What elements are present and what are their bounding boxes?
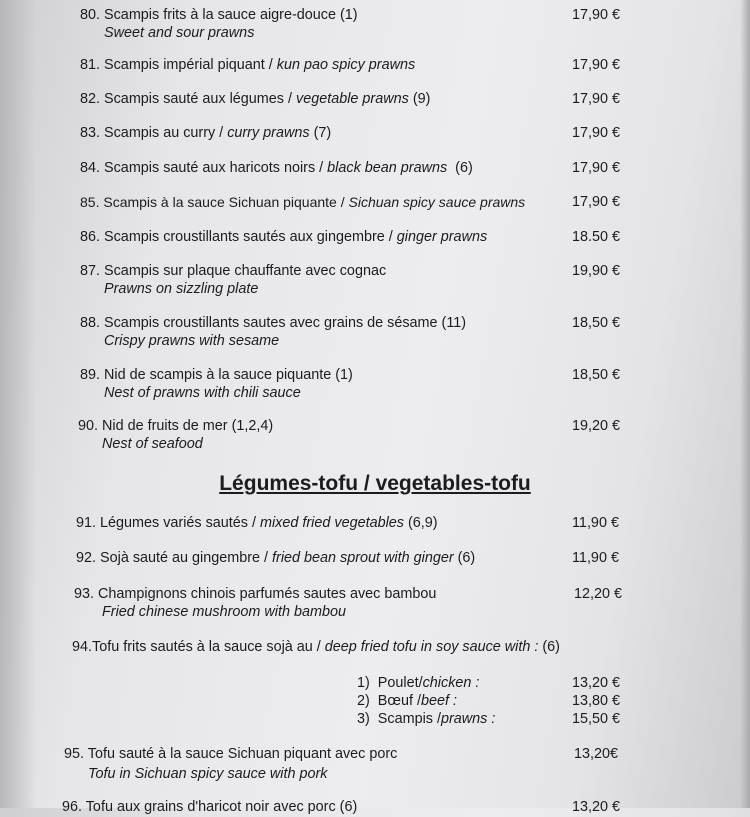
item-name-en: mixed fried vegetables	[260, 515, 404, 531]
item-name-fr: Scampis croustillants sautés aux gingembre /	[104, 229, 393, 245]
option-number: 1)	[357, 675, 370, 691]
item-number: 95.	[64, 746, 85, 762]
item-name-en: Sichuan spicy sauce prawns	[348, 194, 526, 210]
item-number: 93.	[74, 586, 95, 602]
option-price: 15,50 €	[572, 711, 621, 727]
tofu-option-1	[357, 674, 479, 692]
item-number: 92.	[76, 550, 97, 566]
option-price: 13,20 €	[572, 675, 621, 691]
item-number: 88.	[80, 315, 101, 331]
item-price: 17,90 €	[572, 91, 621, 107]
item-name-en: Sweet and sour prawns	[104, 25, 255, 41]
option-number: 2)	[357, 693, 370, 709]
item-price: 19,20 €	[572, 418, 621, 434]
option-name-fr: Bœuf /	[377, 693, 421, 709]
item-name-fr: Scampis sur plaque chauffante avec cognac	[104, 263, 387, 279]
item-name-fr: Tofu frits sautés à la sauce sojà au /	[92, 639, 321, 655]
item-name-en: Nest of seafood	[102, 436, 203, 452]
tofu-option-2	[357, 692, 457, 710]
item-price: 18,50 €	[572, 315, 621, 331]
item-price: 17,90 €	[572, 160, 621, 176]
item-name-fr: Légumes variés sautés /	[100, 515, 256, 531]
item-number: 82.	[80, 91, 101, 107]
item-number: 85.	[80, 194, 100, 210]
item-name-en: Nest of prawns with chili sauce	[104, 385, 301, 401]
item-name-fr: Champignons chinois parfumés sautes avec bambou	[98, 586, 437, 602]
item-price: 17,90 €	[572, 194, 621, 210]
item-name-fr: Tofu sauté à la sauce Sichuan piquant avec porc	[87, 746, 398, 762]
item-name-fr: Sojà sauté au gingembre /	[100, 550, 269, 566]
item-price: 17,90 €	[572, 57, 621, 73]
item-number: 83.	[80, 125, 101, 141]
option-number: 3)	[357, 711, 370, 727]
item-name-fr: Scampis croustillants sautes avec grains de sésame (11)	[104, 315, 467, 331]
item-number: 90.	[78, 418, 99, 434]
item-name-en: deep fried tofu in soy sauce with :	[324, 639, 539, 655]
allergen-codes: (7)	[313, 125, 332, 141]
item-price: 19,90 €	[572, 263, 621, 279]
item-price: 18,50 €	[572, 367, 621, 383]
option-name-en: prawns :	[440, 711, 496, 727]
item-name-fr: Scampis sauté aux haricots noirs /	[104, 160, 324, 176]
item-name-en: fried bean sprout with ginger	[272, 550, 454, 566]
allergen-codes: (6)	[542, 639, 560, 655]
option-name-en: chicken :	[422, 675, 480, 691]
tofu-option-3	[357, 710, 495, 728]
item-name-en: curry prawns	[227, 125, 310, 141]
item-name-fr: Scampis sauté aux légumes /	[104, 91, 292, 107]
allergen-codes: (9)	[412, 91, 431, 107]
item-price: 13,20 €	[572, 799, 621, 815]
item-price: 12,20 €	[574, 586, 623, 602]
item-number: 86.	[80, 229, 101, 245]
item-number: 80.	[80, 7, 101, 23]
item-number: 91.	[76, 515, 97, 531]
item-price: 11,90 €	[572, 515, 619, 531]
option-name-fr: Scampis /	[377, 711, 441, 727]
item-price: 17,90 €	[572, 7, 621, 23]
option-name-fr: Poulet/	[377, 675, 423, 691]
allergen-codes: (6,9)	[407, 515, 438, 531]
item-name-en: Fried chinese mushroom with bambou	[102, 604, 346, 620]
item-price: 17,90 €	[572, 125, 621, 141]
option-price: 13,80 €	[572, 693, 621, 709]
item-name-en: Prawns on sizzling plate	[104, 281, 259, 297]
item-name-en: ginger prawns	[396, 229, 488, 245]
menu-item-96: 96. Tofu aux grains d'haricot noir avec porc (6)	[62, 799, 358, 815]
item-name-en: black bean prawns	[327, 160, 448, 176]
item-name-en: Crispy prawns with sesame	[104, 333, 280, 349]
item-number: 87.	[80, 263, 101, 279]
item-name-fr: Nid de scampis à la sauce piquante (1)	[104, 367, 353, 383]
item-name-fr: Nid de fruits de mer (1,2,4)	[102, 418, 274, 434]
item-number: 94.	[72, 639, 93, 655]
item-name-fr: Scampis au curry /	[104, 125, 224, 141]
item-number: 81.	[80, 57, 101, 73]
item-number: 89.	[80, 367, 101, 383]
option-name-en: beef :	[420, 693, 457, 709]
item-name-en: kun pao spicy prawns	[276, 57, 416, 73]
item-price: 11,90 €	[572, 550, 619, 566]
item-name-en: Tofu in Sichuan spicy sauce with pork	[88, 766, 328, 782]
item-price: 18.50 €	[572, 229, 621, 245]
allergen-codes: (6)	[457, 550, 476, 566]
allergen-codes: (6)	[455, 160, 473, 176]
item-price: 13,20€	[574, 746, 619, 762]
item-name-en: vegetable prawns	[296, 91, 409, 107]
item-name-fr: Scampis impérial piquant /	[104, 57, 273, 73]
item-name-fr: Scampis frits à la sauce aigre-douce (1)	[104, 7, 358, 23]
section-heading: Légumes-tofu / vegetables-tofu	[219, 472, 531, 495]
item-number: 84.	[80, 160, 101, 176]
item-name-fr: Scampis à la sauce Sichuan piquante /	[103, 194, 345, 210]
